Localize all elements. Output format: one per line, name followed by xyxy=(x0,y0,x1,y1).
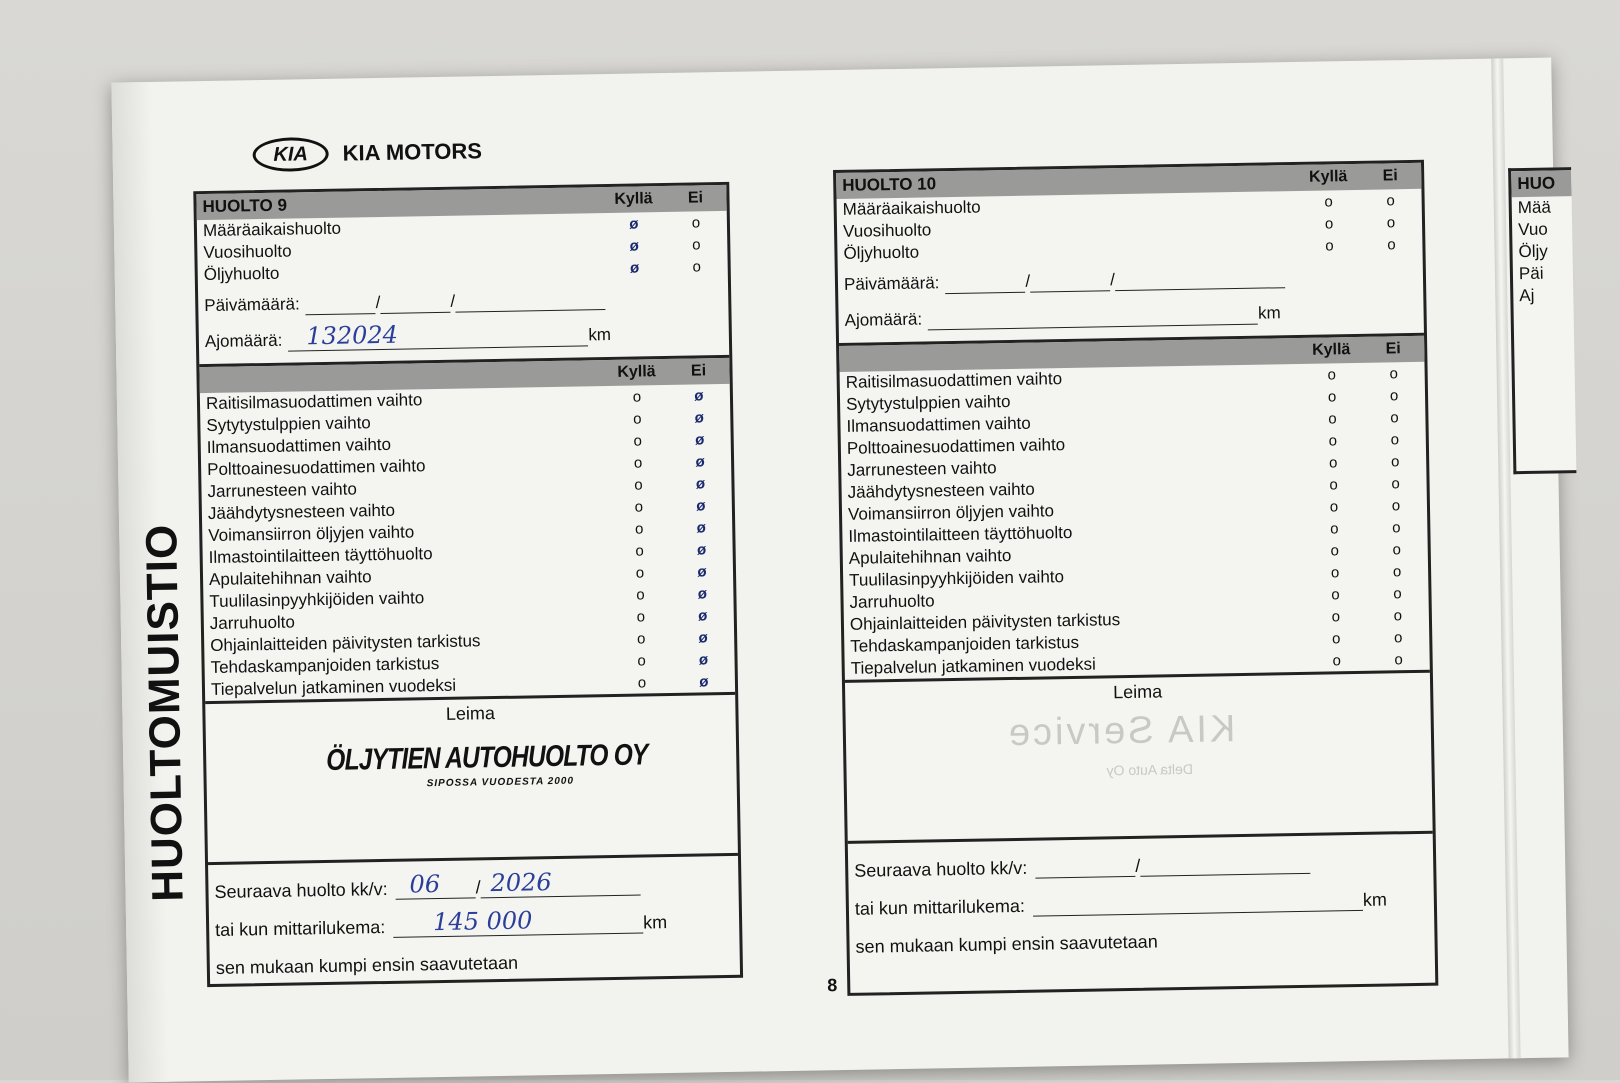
no-checkbox[interactable]: o xyxy=(1393,584,1402,602)
whichever-text: sen mukaan kumpi ensin saavutetaan xyxy=(215,952,519,978)
card-title: HUOLTO 10 xyxy=(842,174,937,195)
no-checkbox[interactable]: o xyxy=(1393,628,1403,646)
checklist-row-label: Apulaitehihnan vaihto xyxy=(208,567,372,590)
yes-checkbox[interactable]: o xyxy=(1331,607,1341,625)
next-km-handwritten: 145 000 xyxy=(432,905,533,936)
yes-checkbox[interactable]: o xyxy=(1329,497,1339,515)
partial-row: Vuo xyxy=(1517,219,1548,240)
next-service-label: Seuraava huolto kk/v: xyxy=(214,878,388,902)
mileage-label: Ajomäärä: xyxy=(844,309,923,330)
no-checkbox[interactable]: ø xyxy=(698,606,708,624)
no-checkbox[interactable]: o xyxy=(692,257,702,276)
yes-checkbox[interactable]: o xyxy=(1325,236,1334,254)
checklist-row-label: Jarruhuolto xyxy=(209,612,296,634)
next-month-field[interactable] xyxy=(1035,855,1135,878)
date-day-field[interactable] xyxy=(945,271,1025,293)
checklist-row-label: Jarrunesteen vaihto xyxy=(847,458,997,480)
card-title: HUO xyxy=(1517,173,1556,194)
checklist-row-label: Ilmastointilaitteen täyttöhuolto xyxy=(848,522,1073,546)
checklist-row-label: Öljyhuolto xyxy=(203,263,280,285)
yes-checkbox[interactable]: o xyxy=(1328,431,1338,449)
no-checkbox[interactable]: ø xyxy=(697,584,708,602)
page-number: 8 xyxy=(827,975,838,996)
no-checkbox[interactable]: o xyxy=(691,235,701,254)
checklist-row-label: Polttoainesuodattimen vaihto xyxy=(206,456,426,480)
yes-checkbox[interactable]: o xyxy=(1324,192,1333,210)
yes-checkbox[interactable]: o xyxy=(1330,563,1340,581)
checklist-row-label: Jäähdytysnesteen vaihto xyxy=(207,500,396,524)
checklist-row-label: Voimansiirron öljyjen vaihto xyxy=(847,501,1055,524)
col-no: Ei xyxy=(1385,340,1401,358)
workshop-stamp: ÖLJYTIEN AUTOHUOLTO OY xyxy=(325,738,648,777)
mileage-field[interactable] xyxy=(288,320,588,351)
yes-checkbox[interactable]: o xyxy=(1329,475,1338,493)
no-checkbox[interactable]: ø xyxy=(694,386,704,405)
checklist-row-label: Sytytystulppien vaihto xyxy=(845,392,1011,414)
whichever-text: sen mukaan kumpi ensin saavutetaan xyxy=(855,931,1158,957)
yes-checkbox[interactable]: o xyxy=(632,387,642,406)
checklist-row-label: Ohjainlaitteiden päivitysten tarkistus xyxy=(849,610,1121,634)
yes-checkbox[interactable]: o xyxy=(1324,214,1334,232)
yes-checkbox[interactable]: o xyxy=(1328,409,1337,427)
next-year-field[interactable] xyxy=(1140,852,1310,876)
date-day-field[interactable] xyxy=(306,293,376,315)
checklist-row-label: Vuosihuolto xyxy=(842,220,932,241)
checklist-row-label: Jarrunesteen vaihto xyxy=(207,479,358,502)
date-line: Päivämäärä: / / xyxy=(838,259,1423,301)
next-month-field[interactable] xyxy=(395,869,475,899)
no-checkbox[interactable]: ø xyxy=(694,408,705,427)
next-year-handwritten: 2026 xyxy=(490,867,552,897)
no-checkbox[interactable]: o xyxy=(1386,213,1396,231)
service-booklet-page xyxy=(111,58,1568,1083)
faint-stamp: KIA Service xyxy=(1005,708,1236,755)
no-checkbox[interactable]: o xyxy=(1394,650,1403,668)
yes-checkbox[interactable]: o xyxy=(1327,387,1337,405)
checklist-row-label: Jäähdytysnesteen vaihto xyxy=(847,479,1035,502)
mileage-line xyxy=(838,295,1423,337)
next-service: Seuraava huolto kk/v: 06 / 2026 tai kun mittarilukema: 145 000 km sen mukaan kumpi ensin saavutetaan xyxy=(208,853,740,995)
partial-row: Aj xyxy=(1519,285,1535,306)
checklist-row-label: Ilmansuodattimen vaihto xyxy=(206,434,392,458)
stamp-area xyxy=(845,670,1433,841)
yes-checkbox[interactable]: o xyxy=(634,475,643,494)
kia-oval-logo: KIA xyxy=(252,137,329,172)
next-service: Seuraava huolto kk/v: / tai kun mittarilukema: km sen mukaan kumpi ensin saavutetaan xyxy=(848,831,1435,974)
checklist-row-label: Ilmansuodattimen vaihto xyxy=(846,413,1031,436)
date-label: Päivämäärä: xyxy=(204,294,300,316)
mileage-label: Ajomäärä: xyxy=(204,330,283,352)
no-checkbox[interactable]: o xyxy=(1392,518,1401,536)
yes-checkbox[interactable]: o xyxy=(1328,453,1338,471)
date-month-field[interactable] xyxy=(1030,270,1110,292)
card-title: HUOLTO 9 xyxy=(202,195,288,217)
mileage-line xyxy=(199,317,729,358)
stamp-label: Leima xyxy=(445,703,496,724)
yes-checkbox[interactable]: o xyxy=(637,651,646,670)
service-card-9 xyxy=(193,182,743,987)
mileage-handwritten: 132024 xyxy=(306,320,399,350)
yes-checkbox[interactable]: ø xyxy=(629,258,640,277)
yes-checkbox[interactable]: ø xyxy=(629,214,639,233)
yes-checkbox[interactable]: ø xyxy=(629,236,640,255)
date-year-field[interactable] xyxy=(455,289,605,313)
no-checkbox[interactable]: o xyxy=(1390,430,1400,448)
yes-checkbox[interactable]: o xyxy=(1327,365,1336,383)
yes-checkbox[interactable]: o xyxy=(1332,651,1341,669)
km-unit: km xyxy=(1362,889,1388,910)
no-checkbox[interactable]: o xyxy=(1387,235,1396,253)
stamp-label: Leima xyxy=(1112,681,1163,703)
col-yes: Kyllä xyxy=(1311,341,1351,359)
no-checkbox[interactable]: ø xyxy=(694,430,705,449)
col-yes: Kyllä xyxy=(617,363,656,381)
yes-checkbox[interactable]: o xyxy=(1330,519,1339,537)
yes-checkbox[interactable]: o xyxy=(636,585,645,604)
no-checkbox[interactable]: ø xyxy=(695,474,706,493)
checklist-row-label: Tehdaskampanjoiden tarkistus xyxy=(210,654,440,677)
checklist-row-label: Määräaikaishuolto xyxy=(202,218,342,241)
no-checkbox[interactable]: ø xyxy=(696,496,706,514)
partial-row: Öljy xyxy=(1518,241,1548,262)
col-no: Ei xyxy=(690,362,707,380)
service-card-10 xyxy=(833,160,1438,996)
next-service-label: Seuraava huolto kk/v: xyxy=(854,857,1028,881)
next-km-field[interactable] xyxy=(393,905,643,937)
service-card-11-partial xyxy=(1508,167,1576,474)
col-yes: Kyllä xyxy=(1308,168,1348,186)
date-month-field[interactable] xyxy=(380,291,450,313)
no-checkbox[interactable]: ø xyxy=(696,518,706,536)
next-month-handwritten: 06 xyxy=(409,869,441,899)
no-checkbox[interactable]: o xyxy=(691,213,701,232)
no-checkbox[interactable]: ø xyxy=(695,452,705,471)
checklist-row-label: Öljyhuolto xyxy=(843,242,920,263)
date-year-field[interactable] xyxy=(1115,267,1285,291)
no-checkbox[interactable]: o xyxy=(1389,364,1398,382)
no-checkbox[interactable]: o xyxy=(1391,496,1401,514)
stamp-area xyxy=(205,692,738,862)
odometer-label: tai kun mittarilukema: xyxy=(854,895,1026,919)
date-line: Päivämäärä: / / xyxy=(198,281,728,322)
partial-row: Päi xyxy=(1518,263,1544,284)
checklist-row-label: Tiepalvelun jatkaminen vuodeksi xyxy=(210,675,457,699)
yes-checkbox[interactable]: o xyxy=(636,629,646,648)
no-checkbox[interactable]: ø xyxy=(698,650,709,668)
km-unit: km xyxy=(643,911,668,932)
checklist-row-label: Ilmastointilaitteen täyttöhuolto xyxy=(208,544,433,568)
checklist-row-label: Ohjainlaitteiden päivitysten tarkistus xyxy=(210,631,481,656)
km-unit: km xyxy=(1257,303,1281,323)
checklist-row-label: Sytytystulppien vaihto xyxy=(206,413,371,436)
yes-checkbox[interactable]: o xyxy=(634,497,644,516)
km-unit: km xyxy=(588,324,612,345)
workshop-stamp-sub: SIPOSSA VUODESTA 2000 xyxy=(426,775,575,790)
checklist-row-label: Raitisilmasuodattimen vaihto xyxy=(845,369,1063,392)
yes-checkbox[interactable]: o xyxy=(636,607,646,626)
yes-checkbox[interactable]: o xyxy=(1330,541,1340,559)
no-checkbox[interactable]: o xyxy=(1393,606,1403,624)
brand-name: KIA MOTORS xyxy=(342,138,483,166)
odometer-label: tai kun mittarilukema: xyxy=(215,916,386,940)
yes-checkbox[interactable]: o xyxy=(633,453,643,472)
no-checkbox[interactable]: o xyxy=(1391,474,1400,492)
yes-checkbox[interactable]: o xyxy=(633,409,642,428)
no-checkbox[interactable]: ø xyxy=(698,628,708,646)
card-header xyxy=(1511,170,1571,197)
col-yes: Kyllä xyxy=(614,190,653,208)
checklist-row-label: Tiepalvelun jatkaminen vuodeksi xyxy=(850,654,1096,678)
no-checkbox[interactable]: ø xyxy=(697,562,707,580)
col-no: Ei xyxy=(687,189,704,207)
checklist-row-label: Vuosihuolto xyxy=(203,241,292,263)
no-checkbox[interactable]: o xyxy=(1392,540,1402,558)
kia-logo xyxy=(252,134,482,172)
checklist-row-label: Tehdaskampanjoiden tarkistus xyxy=(850,632,1080,656)
no-checkbox[interactable]: o xyxy=(1386,191,1395,209)
no-checkbox[interactable]: o xyxy=(1390,408,1399,426)
next-km-field[interactable] xyxy=(1033,889,1363,916)
yes-checkbox[interactable]: o xyxy=(637,673,647,692)
checklist-row-label: Apulaitehihnan vaihto xyxy=(848,546,1012,568)
checklist-row-label: Raitisilmasuodattimen vaihto xyxy=(205,390,423,414)
checklist-row-label: Tuulilasinpyyhkijöiden vaihto xyxy=(849,567,1065,590)
no-checkbox[interactable]: o xyxy=(1390,452,1400,470)
next-year-field[interactable] xyxy=(480,867,640,898)
checklist-row-label: Tuulilasinpyyhkijöiden vaihto xyxy=(209,588,425,612)
yes-checkbox[interactable]: o xyxy=(1331,585,1340,603)
no-checkbox[interactable]: ø xyxy=(696,540,707,558)
partial-row: Mää xyxy=(1517,197,1552,218)
date-label: Päivämäärä: xyxy=(843,273,940,294)
checklist-row-label: Polttoainesuodattimen vaihto xyxy=(846,435,1066,458)
checklist-row-label: Määräaikaishuolto xyxy=(842,197,981,219)
faint-stamp-sub: Delta Auto Oy xyxy=(1106,760,1194,779)
yes-checkbox[interactable]: o xyxy=(635,541,644,560)
no-checkbox[interactable]: o xyxy=(1392,562,1402,580)
no-checkbox[interactable]: ø xyxy=(699,672,709,690)
mileage-field[interactable] xyxy=(928,303,1258,330)
col-no: Ei xyxy=(1382,167,1398,185)
yes-checkbox[interactable]: o xyxy=(635,563,645,582)
checklist-row-label: Jarruhuolto xyxy=(849,591,935,612)
vertical-title: HUOLTOMUISTIO xyxy=(137,523,193,903)
yes-checkbox[interactable]: o xyxy=(1331,629,1341,647)
no-checkbox[interactable]: o xyxy=(1389,386,1399,404)
checklist-row-label: Voimansiirron öljyjen vaihto xyxy=(208,522,415,546)
yes-checkbox[interactable]: o xyxy=(634,519,644,538)
yes-checkbox[interactable]: o xyxy=(633,431,643,450)
